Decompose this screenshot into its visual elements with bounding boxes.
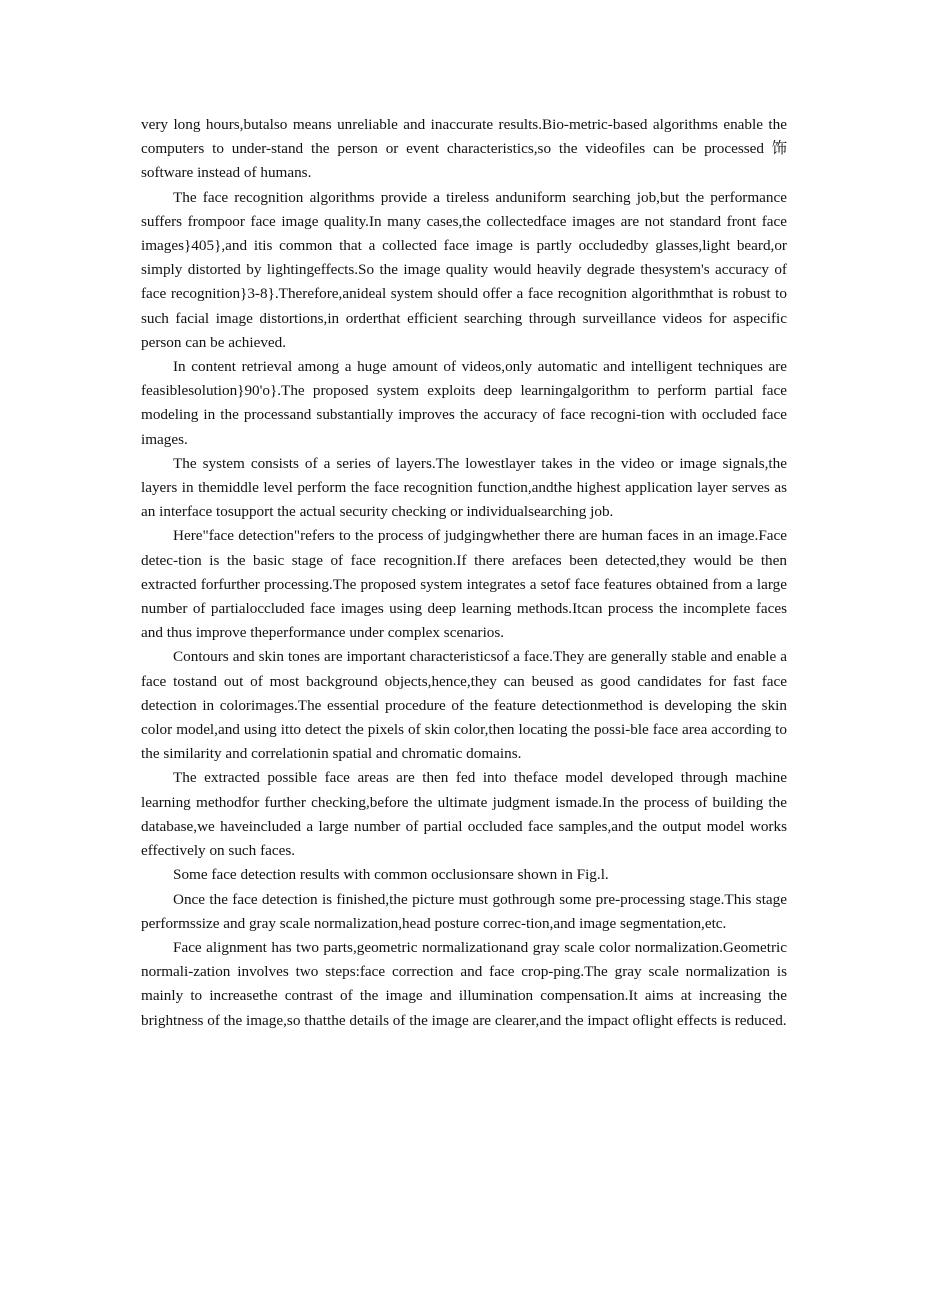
paragraph: The face recognition algorithms provide a tireless anduniform searching job,but the performance suffers frompoor face image quality.In many cases,the collectedface images are not standard front face images}405},and itis common that a collected face image is partly occludedby glasses,light beard,or simply distorted by lightingeffects.So the image quality would heavily degrade thesystem's accuracy of face recognition}3-8}.Therefore,anideal system should offer a face recognition algorithmthat is robust to such facial image distortions,in orderthat efficient searching through surveillance videos for aspecific person can be achieved. — [141, 188, 787, 351]
body-text — [141, 113, 787, 1033]
paragraph: very long hours,butalso means unreliable and inaccurate results.Bio-metric-based algorithms enable the computers to under-stand the person or event characteristics,so the videofiles can be processed 饰 software instead of humans. — [141, 116, 787, 182]
paragraph: Some face detection results with common occlusionsare shown in Fig.l. — [173, 866, 609, 884]
paragraph: In content retrieval among a huge amount of videos,only automatic and intelligent techniques are feasiblesolution}90'o}.The proposed system exploits deep learningalgorithm to perform partial face modeling in the processand substantially improves the accuracy of face recogni-tion with occluded face images. — [141, 358, 787, 448]
paragraph: Here"face detection"refers to the process of judgingwhether there are human faces in an image.Face detec-tion is the basic stage of face recognition.If there arefaces been detected,they would be then extracted forfurther processing.The proposed system integrates a setof face features obtained from a large number of partialoccluded face images using deep learning methods.Itcan process the incomplete faces and thus improve theperformance under complex scenarios. — [141, 527, 787, 642]
paragraph: The extracted possible face areas are then fed into theface model developed through machine learning methodfor further checking,before the ultimate judgment ismade.In the process of building the database,we haveincluded a large number of partial occluded face samples,and the output model works effectively on such faces. — [141, 769, 787, 860]
paragraph: Once the face detection is finished,the picture must gothrough some pre-processing stage.This stage performssize and gray scale normalization,head posture correc-tion,and image segmentation,etc. — [141, 890, 787, 932]
paragraph: The system consists of a series of layers.The lowestlayer takes in the video or image signals,the layers in themiddle level perform the face recognition function,andthe highest application layer serves as an interface tosupport the actual security checking or individualsearching job. — [141, 454, 787, 521]
paragraph: Contours and skin tones are important characteristicsof a face.They are generally stable and enable a face tostand out of most background objects,hence,they can beused as good candidates for fast face detection in colorimages.The essential procedure of the feature detectionmethod is developing the skin color model,and using itto detect the pixels of skin color,then locating the possi-ble face area according to the similarity and correlationin spatial and chromatic domains. — [141, 648, 787, 763]
paragraph: Face alignment has two parts,geometric normalizationand gray scale color normalization.Geometric normali-zation involves two steps:face correction and face crop-ping.The gray scale normalization is mainly to increasethe contrast of the image and illumination compensation.It aims at increasing the brightness of the image,so thatthe details of the image are clearer,and the impact oflight effects is reduced. — [141, 938, 787, 1029]
